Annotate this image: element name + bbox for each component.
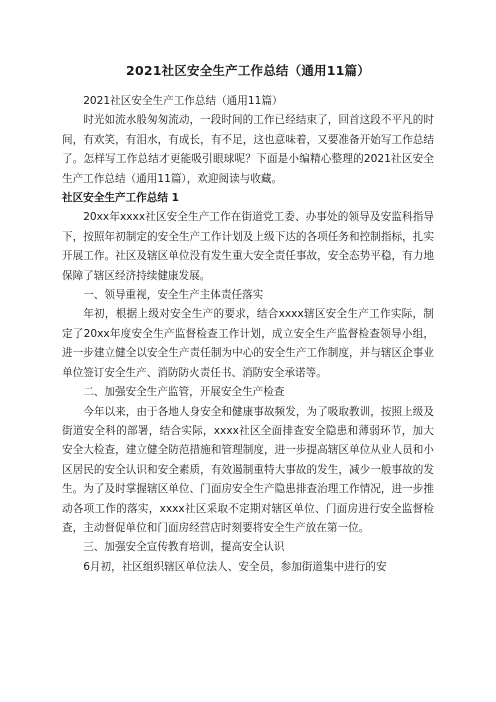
paragraph-intro-title: 2021社区安全生产工作总结（通用11篇）: [83, 95, 283, 107]
paragraph-training: 6月初，社区组织辖区单位法人、安全员，参加街道集中进行的安: [83, 560, 387, 573]
section-heading-1: 社区安全生产工作总结 1: [62, 192, 179, 205]
subheading-2: 二、加强安全生产监管，开展安全生产检查: [83, 386, 285, 399]
paragraph-inspection: 今年以来，由于各地人身安全和健康事故频发，为了吸取教训，按照上级及街道安全科的部署，结合实际，xxxx社区全面排查安全隐患和薄弱环节，加大安全大检查，建立健全防范措施和管理制度，进一步提高辖区单位从业人员和小区居民的安全认识和安全素质，有效遏制重特大事故的发生，减少一般事故的发生。为了及时掌握辖区单位、门面房安全生产隐患排查治理工作情况，进一步推动各项工作的落实，xxxx社区采取不定期对辖区单位、门面房进行安全监督检查，主动督促单位和门面房经营店时刻要将安全生产放在第一位。: [62, 405, 434, 534]
document-title: 2021社区安全生产工作总结（通用11篇）: [126, 63, 370, 78]
subheading-3: 三、加强安全宣传教育培训，提高安全认识: [83, 541, 285, 554]
paragraph-responsibility: 年初，根据上级对安全生产的要求，结合xxxx辖区安全生产工作实际，制定了20xx年度安全生产监督检查工作计划，成立安全生产监督检查领导小组，进一步建立健全以安全生产责任制为中心的安全生产工作制度，并与辖区企事业单位签订安全生产、消防防火责任书、消防安全承诺等。: [62, 308, 434, 379]
paragraph-summary: 20xx年xxxx社区安全生产工作在街道党工委、办事处的领导及安监科指导下，按照年初制定的安全生产工作计划及上级下达的各项任务和控制指标，扎实开展工作。社区及辖区单位没有发生重大安全责任事故，安全态势平稳，有力地保障了辖区经济持续健康发展。: [62, 211, 434, 282]
paragraph-intro: 时光如流水般匆匆流动，一段时间的工作已经结束了，回首这段不平凡的时间，有欢笑，有泪水，有成长，有不足，这也意味着，又要准备开始写工作总结了。怎样写工作总结才更能吸引眼球呢？下面是小编精心整理的2021社区安全生产工作总结（通用11篇），欢迎阅读与收藏。: [62, 114, 434, 185]
subheading-1: 一、领导重视，安全生产主体责任落实: [83, 289, 264, 302]
document-body: [62, 92, 434, 577]
